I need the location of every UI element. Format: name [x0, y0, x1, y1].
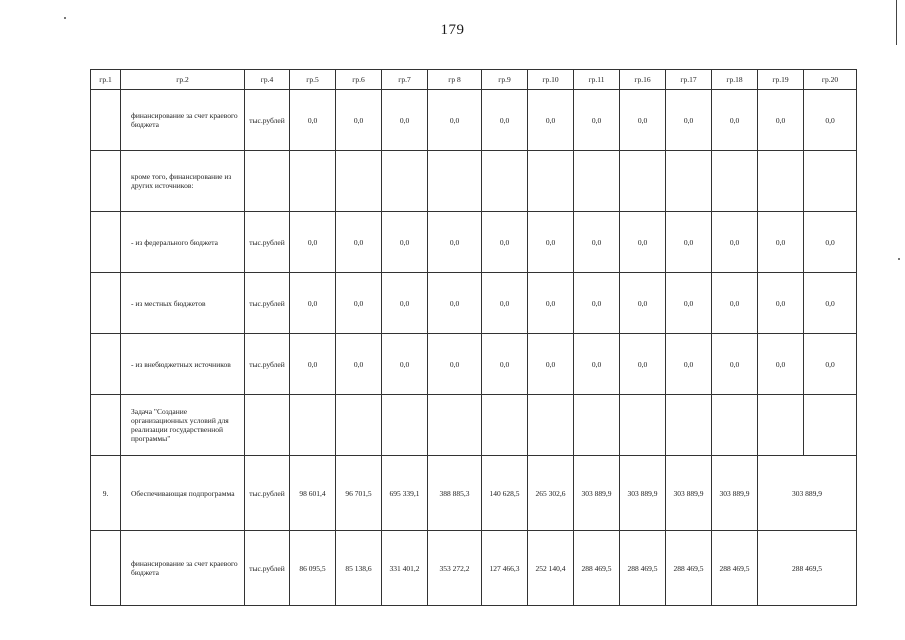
table-row: [91, 531, 857, 606]
value-cell: 0,0: [712, 212, 758, 273]
value-cell: [336, 395, 382, 456]
value-cell: 0,0: [620, 273, 666, 334]
value-cell: 0,0: [758, 334, 804, 395]
value-cell: 0,0: [804, 90, 857, 151]
value-cell: 0,0: [428, 212, 482, 273]
value-cell: 0,0: [382, 90, 428, 151]
column-header: гр.5: [290, 70, 336, 90]
value-cell: 303 889,9: [620, 456, 666, 531]
value-cell: 96 701,5: [336, 456, 382, 531]
column-header: гр.18: [712, 70, 758, 90]
value-cell: [574, 395, 620, 456]
value-cell: [528, 151, 574, 212]
value-cell: 0,0: [336, 334, 382, 395]
value-cell: 0,0: [804, 212, 857, 273]
value-cell: [382, 151, 428, 212]
value-cell: 0,0: [712, 90, 758, 151]
table-row: [91, 151, 857, 212]
value-cell: 0,0: [804, 334, 857, 395]
value-cell: 86 095,5: [290, 531, 336, 606]
value-cell: [666, 151, 712, 212]
scan-edge-line: [896, 0, 897, 45]
value-cell: 0,0: [666, 90, 712, 151]
value-cell: 0,0: [482, 334, 528, 395]
value-cell: 303 889,9: [574, 456, 620, 531]
table-row: [91, 334, 857, 395]
value-cell: 0,0: [712, 273, 758, 334]
value-cell: 0,0: [336, 273, 382, 334]
column-header: гр.2: [121, 70, 245, 90]
row-unit: [245, 151, 290, 212]
value-cell: 0,0: [382, 273, 428, 334]
value-cell: [620, 395, 666, 456]
row-name: - из внебюджетных источников: [121, 334, 245, 395]
value-cell: 127 466,3: [482, 531, 528, 606]
row-number: [91, 151, 121, 212]
value-cell: 288 469,5: [666, 531, 712, 606]
value-cell: 0,0: [528, 212, 574, 273]
value-cell: [666, 395, 712, 456]
value-cell: [758, 395, 804, 456]
scan-speck: [64, 17, 66, 19]
value-cell: [336, 151, 382, 212]
value-cell: 0,0: [528, 90, 574, 151]
table-row: [91, 212, 857, 273]
value-cell: [290, 151, 336, 212]
value-cell: 303 889,9: [758, 456, 857, 531]
value-cell: [804, 395, 857, 456]
value-cell: [712, 151, 758, 212]
value-cell: [428, 151, 482, 212]
value-cell: 353 272,2: [428, 531, 482, 606]
row-unit: тыс.рублей: [245, 456, 290, 531]
value-cell: 252 140,4: [528, 531, 574, 606]
value-cell: [482, 151, 528, 212]
row-name: - из федерального бюджета: [121, 212, 245, 273]
column-header: гр 8: [428, 70, 482, 90]
row-number: [91, 90, 121, 151]
column-header: гр.11: [574, 70, 620, 90]
value-cell: 0,0: [428, 334, 482, 395]
value-cell: 0,0: [528, 273, 574, 334]
value-cell: 0,0: [620, 212, 666, 273]
value-cell: 303 889,9: [666, 456, 712, 531]
value-cell: [382, 395, 428, 456]
row-name: кроме того, финансирование из других источников:: [121, 151, 245, 212]
table-row: [91, 395, 857, 456]
value-cell: 288 469,5: [758, 531, 857, 606]
row-number: 9.: [91, 456, 121, 531]
value-cell: 388 885,3: [428, 456, 482, 531]
row-unit: тыс.рублей: [245, 531, 290, 606]
value-cell: 0,0: [712, 334, 758, 395]
row-name: финансирование за счет краевого бюджета: [121, 90, 245, 151]
row-number: [91, 531, 121, 606]
value-cell: 0,0: [758, 90, 804, 151]
value-cell: 0,0: [428, 90, 482, 151]
value-cell: 98 601,4: [290, 456, 336, 531]
value-cell: [758, 151, 804, 212]
scan-speck: [898, 258, 900, 260]
table-header: [91, 70, 857, 90]
value-cell: 303 889,9: [712, 456, 758, 531]
value-cell: 0,0: [382, 212, 428, 273]
table-row: [91, 456, 857, 531]
value-cell: [482, 395, 528, 456]
value-cell: 0,0: [482, 90, 528, 151]
value-cell: [712, 395, 758, 456]
value-cell: 0,0: [574, 212, 620, 273]
value-cell: 0,0: [382, 334, 428, 395]
row-unit: тыс.рублей: [245, 273, 290, 334]
value-cell: 0,0: [620, 90, 666, 151]
column-header: гр.7: [382, 70, 428, 90]
column-header: гр.19: [758, 70, 804, 90]
value-cell: [804, 151, 857, 212]
row-number: [91, 334, 121, 395]
column-header: гр.16: [620, 70, 666, 90]
budget-table: [90, 69, 857, 606]
value-cell: [620, 151, 666, 212]
column-header: гр.20: [804, 70, 857, 90]
row-number: [91, 395, 121, 456]
row-name: финансирование за счет краевого бюджета: [121, 531, 245, 606]
value-cell: 0,0: [574, 273, 620, 334]
row-number: [91, 212, 121, 273]
value-cell: 0,0: [428, 273, 482, 334]
column-header: гр.17: [666, 70, 712, 90]
value-cell: [574, 151, 620, 212]
value-cell: 331 401,2: [382, 531, 428, 606]
value-cell: 0,0: [290, 273, 336, 334]
column-header: гр.1: [91, 70, 121, 90]
page-number: 179: [440, 22, 465, 38]
table-row: [91, 273, 857, 334]
value-cell: 0,0: [574, 334, 620, 395]
row-unit: тыс.рублей: [245, 334, 290, 395]
value-cell: 0,0: [528, 334, 574, 395]
row-number: [91, 273, 121, 334]
value-cell: 0,0: [758, 273, 804, 334]
value-cell: 265 302,6: [528, 456, 574, 531]
value-cell: 0,0: [804, 273, 857, 334]
value-cell: 0,0: [290, 212, 336, 273]
row-name: Обеспечивающая подпрограмма: [121, 456, 245, 531]
value-cell: 140 628,5: [482, 456, 528, 531]
value-cell: 0,0: [620, 334, 666, 395]
value-cell: 695 339,1: [382, 456, 428, 531]
value-cell: 0,0: [666, 212, 712, 273]
value-cell: 0,0: [290, 334, 336, 395]
value-cell: 0,0: [336, 212, 382, 273]
value-cell: 288 469,5: [574, 531, 620, 606]
value-cell: 0,0: [574, 90, 620, 151]
row-unit: тыс.рублей: [245, 90, 290, 151]
value-cell: 288 469,5: [712, 531, 758, 606]
value-cell: 0,0: [666, 273, 712, 334]
value-cell: 0,0: [290, 90, 336, 151]
value-cell: 0,0: [666, 334, 712, 395]
value-cell: 0,0: [336, 90, 382, 151]
value-cell: [528, 395, 574, 456]
value-cell: 85 138,6: [336, 531, 382, 606]
row-name: - из местных бюджетов: [121, 273, 245, 334]
value-cell: 0,0: [758, 212, 804, 273]
column-header: гр.10: [528, 70, 574, 90]
row-name: Задача "Создание организационных условий для реализации государственной программы": [121, 395, 245, 456]
value-cell: [428, 395, 482, 456]
value-cell: 0,0: [482, 273, 528, 334]
table-row: [91, 90, 857, 151]
column-header: гр.4: [245, 70, 290, 90]
column-header: гр.9: [482, 70, 528, 90]
table-body: [91, 90, 857, 606]
row-unit: тыс.рублей: [245, 212, 290, 273]
column-header: гр.6: [336, 70, 382, 90]
value-cell: 0,0: [482, 212, 528, 273]
row-unit: [245, 395, 290, 456]
value-cell: [290, 395, 336, 456]
value-cell: 288 469,5: [620, 531, 666, 606]
